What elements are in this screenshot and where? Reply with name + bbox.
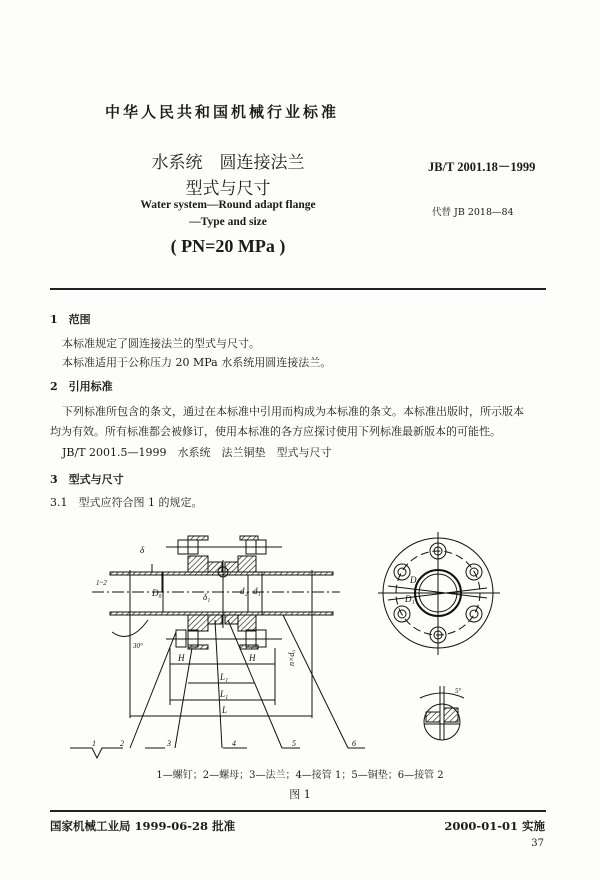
bottom-divider	[50, 810, 546, 812]
dim-d1: d₁	[253, 586, 261, 596]
approval-info: 国家机械工业局 1999-06-28 批准	[50, 819, 236, 833]
dim-d2: d₂	[240, 586, 248, 596]
dim-D1: D₁	[405, 594, 415, 604]
dim-L1-inner: L₁	[220, 672, 229, 682]
dim-L1-outer: L₁	[220, 689, 229, 699]
angle-5: 5°	[455, 687, 462, 695]
figure-legend: 1—螺钉；2—螺母；3—法兰；4—接管 1；5—铜垫；6—接管 2	[156, 770, 444, 781]
end-view	[378, 532, 500, 740]
angle-30: 30°	[133, 642, 143, 650]
section-view	[70, 536, 365, 758]
section-2-para-line-2: 均为有效。所有标准都会被修订，使用本标准的各方应探讨使用下列标准最新版本的可能性。	[50, 425, 501, 438]
callout-2: 2	[120, 739, 124, 748]
english-title-2: —Type and size	[189, 216, 267, 228]
dim-1-2: 1~2	[96, 579, 107, 587]
standard-number: JB/T 2001.18－1999	[428, 160, 536, 174]
callout-1: 1	[92, 739, 96, 748]
title-line-2: 型式与尺寸	[185, 179, 271, 199]
section-3-heading: 3 型式与尺寸	[50, 473, 124, 486]
callout-6: 6	[352, 739, 356, 748]
callout-3: 3	[167, 739, 171, 748]
callout-5: 5	[292, 739, 296, 748]
page-number: 37	[531, 838, 544, 849]
figure-caption: 图 1	[289, 788, 311, 801]
dim-L: L	[222, 705, 228, 715]
effective-date: 2000-01-01 实施	[444, 819, 545, 833]
dim-n-d0: n×d₀	[287, 649, 296, 666]
section-1-para-1: 本标准规定了圆连接法兰的型式与尺寸。	[62, 337, 260, 350]
replaces-standard: 代替 JB 2018—84	[432, 207, 514, 218]
section-2-heading: 2 引用标准	[50, 380, 113, 393]
section-1-para-2: 本标准适用于公称压力 20 MPa 水系统用圆连接法兰。	[62, 356, 332, 369]
section-3-1: 3.1 型式应符合图 1 的规定。	[50, 496, 203, 509]
dim-D: D	[410, 575, 417, 585]
section-1-heading: 1 范围	[50, 313, 91, 326]
callout-4: 4	[232, 739, 236, 748]
issuer-header: 中华人民共和国机械行业标准	[105, 103, 340, 121]
dim-delta: δ	[140, 545, 145, 555]
dim-delta1: δ₁	[203, 592, 211, 602]
pressure-rating: ( PN=20 MPa )	[170, 236, 286, 256]
dim-H-left: H	[178, 653, 185, 663]
dim-D0: D₀	[152, 588, 162, 598]
referenced-standard: JB/T 2001.5—1999 水系统 法兰铜垫 型式与尺寸	[62, 446, 332, 459]
dim-H-right: H	[249, 653, 256, 663]
english-title-1: Water system—Round adapt flange	[140, 199, 316, 211]
title-line-1: 水系统 圆连接法兰	[151, 153, 305, 173]
section-2-para-line-1: 下列标准所包含的条文，通过在本标准中引用而构成为本标准的条文。本标准出版时，所示版本	[62, 405, 524, 418]
